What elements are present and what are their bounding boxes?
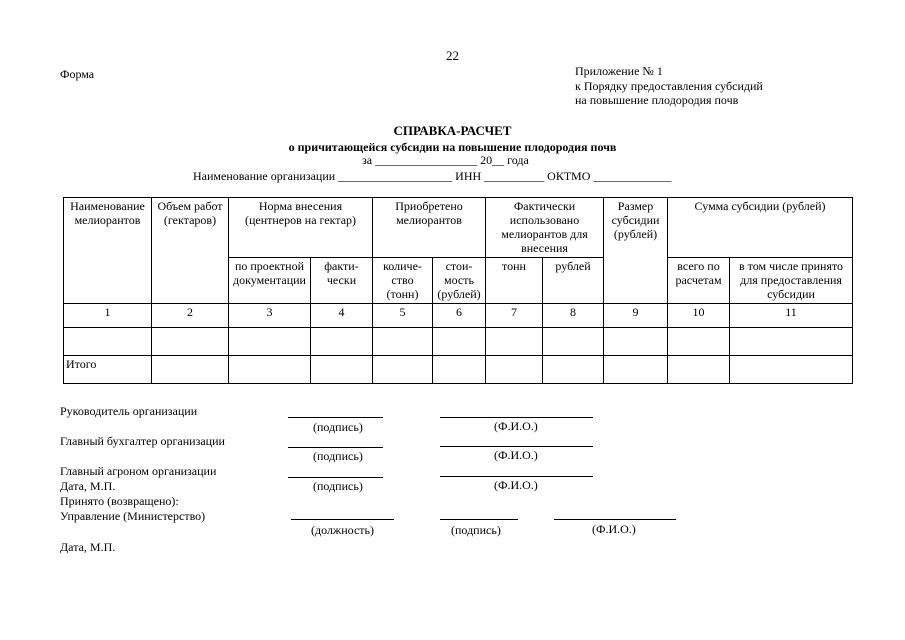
col-number: 5 bbox=[373, 304, 433, 328]
agronomist-sign-line bbox=[288, 477, 383, 478]
header-meliorants: Наименование мелиорантов bbox=[64, 198, 152, 304]
col-number: 10 bbox=[668, 304, 730, 328]
period-line: за _________________ 20__ года bbox=[362, 153, 529, 167]
header-acquired: Приобретено мелиорантов bbox=[373, 198, 486, 258]
appendix-line-3: на повышение плодородия почв bbox=[575, 93, 739, 107]
head-label: Руководитель организации bbox=[60, 404, 198, 418]
header-sum: Сумма субсидии (рублей) bbox=[668, 198, 853, 258]
col-number: 3 bbox=[229, 304, 311, 328]
head-sign-line bbox=[288, 417, 383, 418]
header-rate: Размер субсидии (рублей) bbox=[604, 198, 668, 304]
department-sign-caption: (подпись) bbox=[451, 523, 501, 537]
agronomist-fio-line bbox=[440, 476, 593, 477]
department-fio-line bbox=[554, 519, 676, 520]
head-fio-caption: (Ф.И.О.) bbox=[494, 419, 538, 433]
col-number: 7 bbox=[486, 304, 543, 328]
accountant-label: Главный бухгалтер организации bbox=[60, 434, 225, 448]
header-used-tons: тонн bbox=[486, 258, 543, 304]
accepted-label: Принято (возвращено): bbox=[60, 494, 179, 508]
date-mp-label: Дата, М.П. bbox=[60, 479, 116, 493]
accountant-fio-caption: (Ф.И.О.) bbox=[494, 448, 538, 462]
document-title: СПРАВКА-РАСЧЕТ bbox=[393, 123, 512, 138]
header-sum-accepted: в том числе принято для предоставления субсидии bbox=[730, 258, 853, 304]
organization-line: Наименование организации ___________________ ИНН __________ ОКТМО _____________ bbox=[193, 169, 672, 183]
appendix-line-2: к Порядку предоставления субсидий bbox=[575, 78, 763, 93]
col-number: 4 bbox=[311, 304, 373, 328]
col-number: 8 bbox=[543, 304, 604, 328]
col-number: 2 bbox=[152, 304, 229, 328]
header-sum-total: всего по расчетам bbox=[668, 258, 730, 304]
date-mp-label-2: Дата, М.П. bbox=[60, 540, 116, 554]
header-acq-qty: количе- ство (тонн) bbox=[373, 258, 433, 304]
agronomist-fio-caption: (Ф.И.О.) bbox=[494, 478, 538, 492]
form-label: Форма bbox=[60, 67, 95, 81]
table-row bbox=[64, 328, 853, 356]
department-label: Управление (Министерство) bbox=[60, 509, 206, 523]
header-norm-actual: факти- чески bbox=[311, 258, 373, 304]
accountant-sign-caption: (подпись) bbox=[313, 449, 363, 463]
accountant-sign-line bbox=[288, 447, 383, 448]
col-number: 11 bbox=[730, 304, 853, 328]
agronomist-sign-caption: (подпись) bbox=[313, 479, 363, 493]
appendix-line-1: Приложение № 1 bbox=[575, 64, 663, 78]
header-norm-project: по проектной документации bbox=[229, 258, 311, 304]
department-position-line bbox=[291, 519, 394, 520]
department-sign-line bbox=[440, 519, 518, 520]
col-number: 1 bbox=[64, 304, 152, 328]
calculation-table bbox=[63, 197, 853, 384]
position-caption: (должность) bbox=[311, 523, 374, 537]
header-acq-cost: стои- мость (рублей) bbox=[433, 258, 486, 304]
total-label: Итого bbox=[64, 356, 152, 384]
head-sign-caption: (подпись) bbox=[313, 420, 363, 434]
department-fio-caption: (Ф.И.О.) bbox=[592, 522, 636, 536]
total-row bbox=[64, 356, 853, 384]
document-subtitle: о причитающейся субсидии на повышение плодородия почв bbox=[288, 140, 617, 154]
col-number: 9 bbox=[604, 304, 668, 328]
header-used-rub: рублей bbox=[543, 258, 604, 304]
header-area: Объем работ (гектаров) bbox=[152, 198, 229, 304]
col-number: 6 bbox=[433, 304, 486, 328]
page-number: 22 bbox=[446, 48, 459, 63]
agronomist-label: Главный агроном организации bbox=[60, 464, 217, 478]
header-norm: Норма внесения (центнеров на гектар) bbox=[229, 198, 373, 258]
appendix-note bbox=[575, 64, 763, 108]
accountant-fio-line bbox=[440, 446, 593, 447]
header-used: Фактически использовано мелиорантов для внесения bbox=[486, 198, 604, 258]
head-fio-line bbox=[440, 417, 593, 418]
